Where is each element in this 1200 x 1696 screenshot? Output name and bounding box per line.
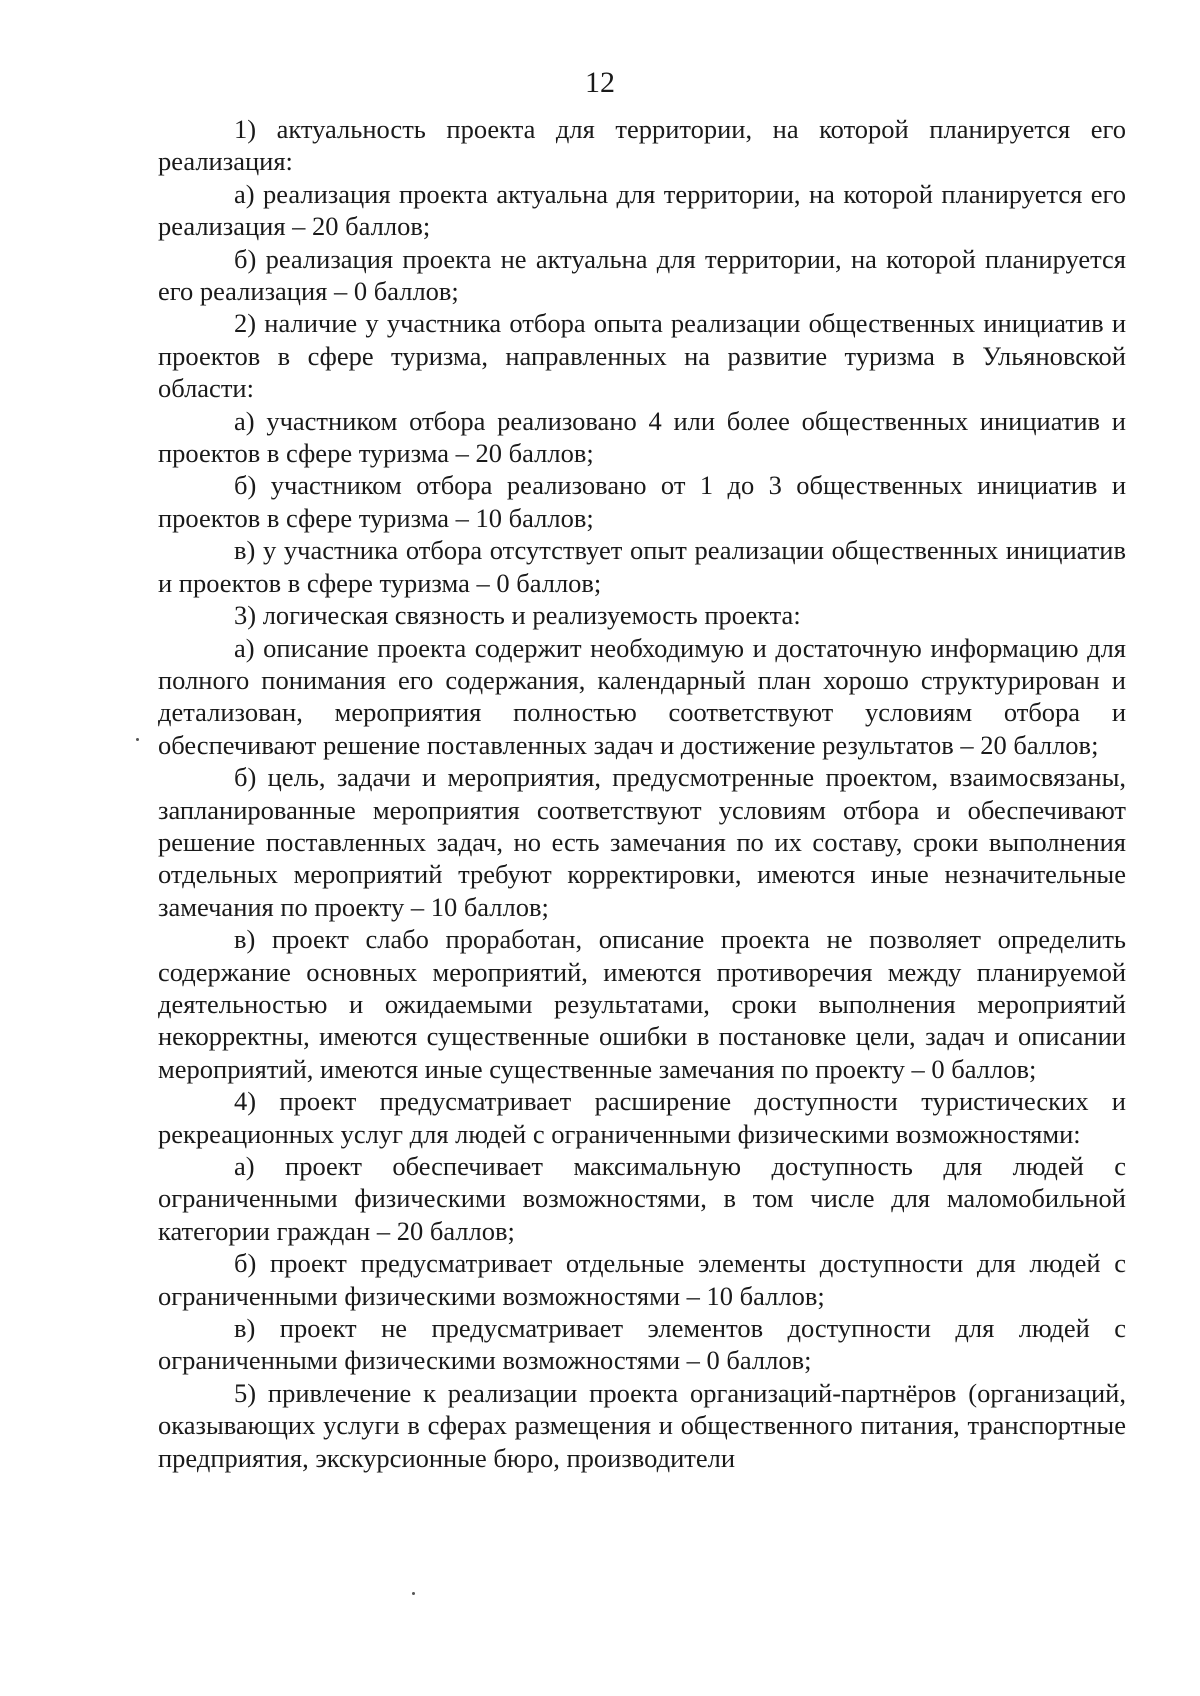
paragraph-criterion-3a: а) описание проекта содержит необходимую и достаточную информацию для полного понимания его содержания, календарный план хорошо структурирован и детализован, мероприятия полностью соответствуют условиям отбора и обеспечивают решение поставленных задач и достижение результатов – 20 баллов; xyxy=(158,632,1126,760)
paragraph-criterion-2b: б) участником отбора реализовано от 1 до 3 общественных инициатив и проектов в сфере туризма – 10 баллов; xyxy=(158,470,1126,533)
paragraph-criterion-2: 2) наличие у участника отбора опыта реализации общественных инициатив и проектов в сфере туризма, направленных на развитие туризма в Ульяновской области: xyxy=(158,308,1126,404)
paragraph-criterion-2c: в) у участника отбора отсутствует опыт реализации общественных инициатив и проектов в сфере туризма – 0 баллов; xyxy=(158,535,1126,598)
paragraph-criterion-3: 3) логическая связность и реализуемость проекта: xyxy=(234,600,801,631)
paragraph-criterion-4c: в) проект не предусматривает элементов доступности для людей с ограниченными физическими возможностями – 0 баллов; xyxy=(158,1313,1126,1376)
paragraph-criterion-1b: б) реализация проекта не актуальна для территории, на которой планируется его реализация – 0 баллов; xyxy=(158,243,1126,307)
paragraph-criterion-2a: а) участником отбора реализовано 4 или более общественных инициатив и проектов в сфере туризма – 20 баллов; xyxy=(158,405,1126,469)
paragraph-criterion-4a: а) проект обеспечивает максимальную доступность для людей с ограниченными физическими возможностями, в том числе для маломобильной категории граждан – 20 баллов; xyxy=(158,1151,1126,1246)
scan-speck xyxy=(136,738,139,741)
paragraph-criterion-4: 4) проект предусматривает расширение доступности туристических и рекреационных услуг для людей с ограниченными физическими возможностями: xyxy=(158,1086,1126,1149)
paragraph-criterion-5: 5) привлечение к реализации проекта организаций-партнёров (организаций, оказывающих услуги в сферах размещения и общественного питания, транспортные предприятия, экскурсионные бюро, производители xyxy=(158,1377,1126,1473)
page-number: 12 xyxy=(585,66,615,99)
paragraph-criterion-3b: б) цель, задачи и мероприятия, предусмотренные проектом, взаимосвязаны, запланированные мероприятия соответствуют условиям отбора и обеспечивают решение поставленных задач, но есть замечания по их составу, сроки выполнения отдельных мероприятий требуют корректировки, имеются иные незначительные замечания по проекту – 10 баллов; xyxy=(158,762,1126,922)
paragraph-criterion-4b: б) проект предусматривает отдельные элементы доступности для людей с ограниченными физическими возможностями – 10 баллов; xyxy=(158,1248,1126,1311)
paragraph-criterion-3c: в) проект слабо проработан, описание проекта не позволяет определить содержание основных мероприятий, имеются противоречия между планируемой деятельностью и ожидаемыми результатами, сроки выполнения мероприятий некорректны, имеются существенные ошибки в постановке цели, задач и описании мероприятий, имеются иные существенные замечания по проекту – 0 баллов; xyxy=(158,924,1126,1084)
paragraph-criterion-1: 1) актуальность проекта для территории, на которой планируется его реализация: xyxy=(158,114,1126,177)
document-body xyxy=(158,113,1126,1474)
paragraph-criterion-1a: а) реализация проекта актуальна для территории, на которой планируется его реализация – 20 баллов; xyxy=(158,178,1126,242)
scan-speck xyxy=(412,1592,415,1595)
